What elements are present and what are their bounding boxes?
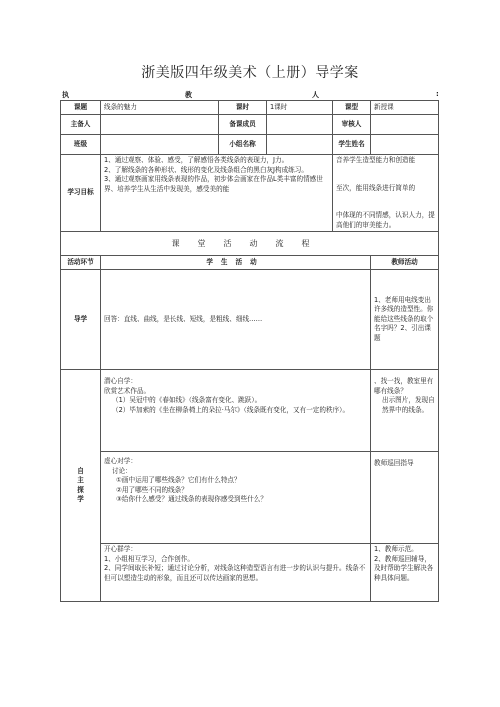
flow-title: 课堂活动流程 (61, 232, 439, 256)
student-name-label: 学生姓名 (333, 135, 371, 155)
explore-teacher-2: 教师巡回指导 (371, 452, 439, 544)
explore-student-1: 潜心自学： 欣赏艺术作品。 （1）吴冠中的《春如线》（线条富有变化、跳跃）。 （2）毕加索的《坐在柳条椅上的朵拉·马尔》（线条既有变化，又有一定的秩序）。 (101, 370, 371, 452)
stage-header: 活动环节 (61, 256, 101, 270)
class-value[interactable] (101, 135, 219, 155)
group-value[interactable] (267, 135, 333, 155)
guide-row (61, 270, 439, 370)
team-value[interactable] (267, 115, 333, 135)
goal-right-3: 中体现的不同情感，认识人力，提高他们的审美能力。 (336, 211, 435, 229)
type-label: 课型 (333, 101, 371, 115)
group-label: 小组名称 (219, 135, 267, 155)
explore-row-1 (61, 370, 439, 452)
lead-label: 主备人 (61, 115, 101, 135)
lead-value[interactable] (101, 115, 219, 135)
executor-char-1: 执 (62, 91, 69, 99)
explore-teacher-1: 、找一找，教室里有哪有线条？ 出示图片，发现自然界中的线条。 (371, 370, 439, 452)
reviewer-label: 审核人 (333, 115, 371, 135)
student-name-value[interactable] (371, 135, 439, 155)
goal-item-2: 2、了解线条的各种形状、线形的变化及线条组合的黑白灰J构成练习。 (104, 165, 308, 174)
reviewer-value[interactable] (371, 115, 439, 135)
goal-item-1: 1、通过观察、体验、感受，了解感悟各类线条的表现力，J力。 (104, 156, 289, 164)
explore-row-3 (61, 544, 439, 602)
goal-right-1: 音养学生造型能力和创造能 (336, 156, 416, 164)
topic-label: 课题 (61, 101, 101, 115)
explore-row-2 (61, 452, 439, 544)
team-label: 备课成员 (219, 115, 267, 135)
explore-student-3: 开心群学： 1、小组相互学习，合作创作。 2、同学间取长补短；通过讨论分析，对线条这种造型语言有进一步的认识与提升。线条不但可以塑造生动的形象，而且还可以传达画家的思想。 (101, 544, 371, 602)
teacher-activity-header: 教师活动 (371, 256, 439, 270)
guide-student: 回答：直线、曲线，是长线、短线，是粗线、细线…… (101, 270, 371, 370)
executor-char-2: 教 (185, 91, 192, 99)
flow-header-row (61, 256, 439, 270)
topic-value: 线条的魅力 (101, 101, 219, 115)
explore-label: 自 主 探 学 (61, 370, 101, 602)
class-label: 班级 (61, 135, 101, 155)
goal-right-2: 至次，能用线条进行简单的 (336, 183, 416, 192)
lesson-plan-table (60, 100, 439, 602)
student-activity-header: 学生活动 (101, 256, 371, 270)
explore-student-2: 虚心对学： 讨论： ①画中运用了哪些线条？它们有什么特点？ ②用了哪些不同的线条？ ③给你什么感受？通过线条的表现你感受到些什么？ (101, 452, 371, 544)
guide-label: 导学 (61, 270, 101, 370)
goals-left (101, 155, 333, 232)
type-value: 新授课 (371, 101, 439, 115)
explore-teacher-3: 1、教师示范。 2、教师巡回辅导，及时帮助学生解决各种具体问题。 (371, 544, 439, 602)
topic-row (61, 101, 439, 115)
period-label: 课时 (219, 101, 267, 115)
goals-label: 学习目标 (61, 155, 101, 232)
lead-row (61, 115, 439, 135)
period-value: 1课时 (267, 101, 333, 115)
goals-right (333, 155, 439, 232)
class-row (61, 135, 439, 155)
flow-title-row (61, 232, 439, 256)
executor-char-3: 人 (312, 91, 319, 99)
goals-row (61, 155, 439, 232)
executor-char-4: : (436, 90, 439, 98)
goal-item-3: 3、通过观察画家用线条表现的作品，初步体会画家在作品L类丰富的情感世界、培养学生从生活中发现美，感受美的能 (104, 175, 323, 193)
guide-teacher: 1、老师用电线变出许多线的造型性。你能给这些线条的取个名字吗？2、引出课题 (371, 270, 439, 370)
page-title: 浙美版四年级美术（上册）导学案 (141, 65, 359, 81)
